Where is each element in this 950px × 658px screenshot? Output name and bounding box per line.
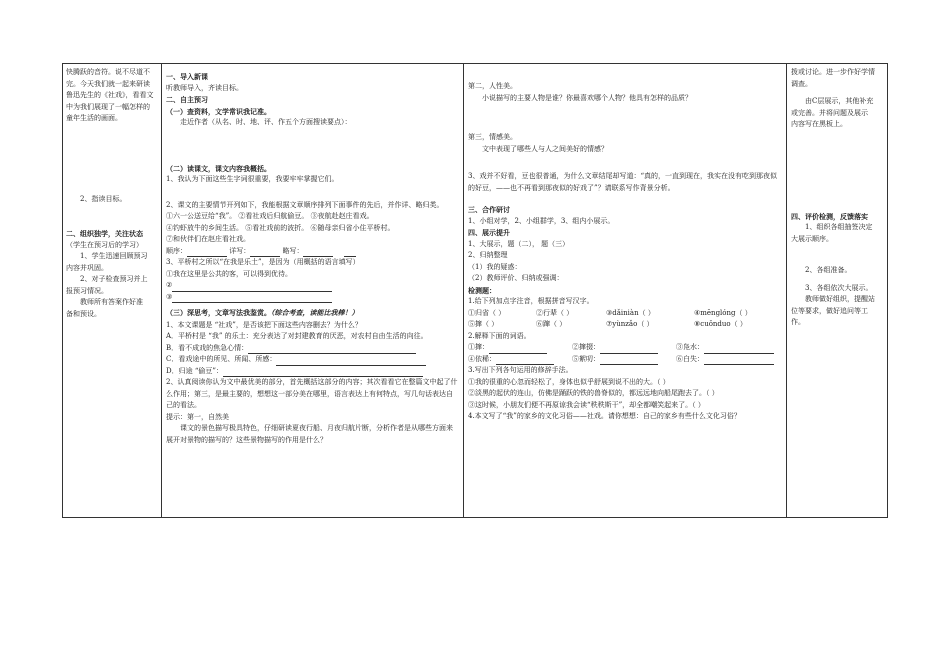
organize-item: 教师所有答案作好准 <box>80 298 143 306</box>
answer-line: ①我在这里是公共的客，可以得到优待。 <box>166 269 292 278</box>
pinyin-row: ①归省（ ） ②行辈（ ） ③dǎiniàn（ ） ④mēnglóng（ ） <box>468 308 752 317</box>
topic-heading: 第三，情感美。 <box>468 133 517 141</box>
column-student-learning-right <box>464 63 786 518</box>
organize-item: 2、对子检查预习并上 <box>80 275 148 283</box>
check-heading: 检测题： <box>468 285 496 295</box>
option-line: A．平桥村是 “我” 的乐土：充分表达了对封建教育的厌恶，对农村自由生活的向往。 <box>166 332 428 340</box>
brief-blank-2[interactable] <box>344 248 356 257</box>
organize-item: 备和预设。 <box>66 309 101 318</box>
option-line: D．归途 “偷豆”： <box>166 366 459 378</box>
answer-line: ② <box>166 280 459 292</box>
answer-blank[interactable] <box>172 283 332 292</box>
guide-line: 教师做好组织，提醒站 <box>805 295 875 303</box>
guide-line: 1、组织各组抽签决定 <box>805 223 873 231</box>
events-line: ⑦和伙伴们在赵庄看社戏。 <box>166 235 250 243</box>
guide-line: 位等要求，做好追问等工 <box>791 306 868 315</box>
organize-item: 1、学生迅速回顾预习 <box>80 252 148 260</box>
topic-question: 文中表现了哪些人与人之间美好的情感？ <box>482 144 608 153</box>
brief-blank[interactable] <box>303 248 333 257</box>
answer-blank[interactable] <box>172 294 332 303</box>
question-text: 3、平桥村之所以“在我是乐土”，是因为（用概括的语言填写） <box>166 258 360 266</box>
subsection-hint: （综合考查，读能比我棒！） <box>271 308 359 317</box>
guide-line: 2、各组准备。 <box>805 266 852 274</box>
answer-blank[interactable] <box>496 356 554 365</box>
answer-blank[interactable] <box>600 345 658 354</box>
pinyin-row: ⑤撺（ ） ⑥蹿（ ） ⑦yùnzǎo（ ） ⑧cuǒnduo（ ） <box>468 320 747 328</box>
brief-label: 略写： <box>282 246 304 255</box>
rhetoric-item: ②淡黑的起伏的连山，仿佛是踊跃的铁的兽脊似的，都远远地向船尾跑去了。（ ） <box>468 389 719 397</box>
column-teacher-guide-right <box>787 63 888 518</box>
question-text: 2、课文的主要情节开列如下，我能根据文章顺序排列下面事件的先后，并作详、略归类。 <box>166 200 444 209</box>
organize-item: 报预习情况。 <box>66 286 108 295</box>
section-heading-intro: 一、导入新课 <box>166 72 208 81</box>
guide-line: 大展示顺序。 <box>791 234 833 243</box>
answer-line: ③ <box>166 292 459 304</box>
section-text: 听教师导入，齐读目标。 <box>166 83 243 92</box>
subsection-heading: （三）深思考，文章写法我鉴赏。（综合考查，读能比我棒！） <box>166 308 359 317</box>
column-student-learning-left <box>162 63 463 518</box>
word-row: ①撺： ②撺掇： ③凫水： <box>468 342 782 354</box>
guide-line: 调查。 <box>791 79 812 88</box>
answer-blank[interactable] <box>600 356 658 365</box>
guide-line: 拨或讨论。进一步作好学情 <box>791 68 875 76</box>
section-text: 2、归纳整理 <box>468 251 508 259</box>
section-heading-self-study: 二、自主预习 <box>166 95 208 104</box>
events-line: ④钓虾放牛的乡间生活。 ⑤看社戏前的波折。 ⑥随母亲归省小住平桥村。 <box>166 223 395 232</box>
order-row <box>166 246 459 258</box>
order-blank[interactable] <box>187 248 227 257</box>
column-teacher-guide-left <box>62 63 161 518</box>
check-question: 2.解释下面的词语。 <box>468 331 531 340</box>
section-heading-cooperate: 三、合作研讨 <box>468 205 510 214</box>
organize-subheading: （学生在预习后的学习） <box>66 240 143 249</box>
check-question: 3.写出下列各句运用的修辞手法。 <box>468 366 573 374</box>
guide-line: 3、各组依次大展示。 <box>805 283 873 292</box>
guide-line: 由C层展示，其他补充 <box>805 97 874 105</box>
tip-text: 提示：第一，自然美 <box>166 412 229 421</box>
rhetoric-item: ③这时候，小朋友们便不再原谅我会读“秩秩斯干”，却全都嘲笑起来了。（ ） <box>468 400 705 409</box>
intro-line: 鲁迅先生的《社戏》，看看文 <box>66 91 154 99</box>
section-text: 1、大展示，题（二）， 题（三） <box>468 239 570 248</box>
order-label: 顺序： <box>166 246 187 255</box>
intro-line: 快腾跃的音符。说不尽道不 <box>66 68 150 76</box>
question-text: 1、本文课题是 “社戏”，是否该把下面这些内容删去？为什么？ <box>166 320 362 329</box>
subsection-heading: （二）读课文，课文内容我概括。 <box>166 163 271 173</box>
section-text: （2）教师评价、归纳或强调： <box>468 274 564 282</box>
organize-heading: 二、组织独学，关注状态 <box>66 229 143 238</box>
topic-question: 小说描写的主要人物是谁？你最喜欢哪个人物？他具有怎样的品质？ <box>482 93 692 102</box>
answer-blank[interactable] <box>704 345 774 354</box>
answer-blank[interactable] <box>248 345 416 354</box>
author-prompt: 走近作者（从名、时、地、评、作五个方面搜读要点）： <box>180 118 352 126</box>
question-text: 1、我认为下面这些生字词很重要，我要牢牢掌握它们。 <box>166 175 339 183</box>
option-line: B．看不成戏的焦急心情： <box>166 343 459 355</box>
section-text: 1、小组对学，2、小组群学，3、组内小展示。 <box>468 216 615 225</box>
guide-line: 或完善。并将问题及展示 <box>791 108 868 117</box>
evaluation-heading: 四、评价检测，反馈落实 <box>791 211 868 221</box>
detail-blank[interactable] <box>250 248 280 257</box>
option-line: C．看戏途中的所见、所闻、所感： <box>166 354 459 366</box>
section-heading-present: 四、展示提升 <box>468 228 510 237</box>
intro-line: 中为我们展现了一幅怎样的 <box>66 102 150 111</box>
detail-label: 详写： <box>229 246 251 255</box>
answer-blank[interactable] <box>276 357 426 366</box>
guide-line: 作。 <box>791 318 805 326</box>
events-line: ①六一公送豆给“我”。 ②看社戏后归航偷豆。 ③夜航赴赵庄看戏。 <box>166 212 374 220</box>
section-text: （1）我的疑惑： <box>468 262 522 271</box>
guide-line: 内容写在黑板上。 <box>791 120 847 128</box>
organize-item: 内容并巩固。 <box>66 263 108 272</box>
question-text: 2、认真阅读你认为文中最优美的部分，首先概括这部分的内容；其次看看它在整篇文中起了什么作用；第三，是最主要的，想想这一部分美在哪里，语言表达上有何特点，写几句话表达自己的看法。 <box>166 378 458 409</box>
question-text: 3、戏并不好看，豆也很普通，为什么文章结尾却写道：“真的，一直到现在，我实在没有吃到那夜似的好豆，——也不再看到那夜似的好戏了”？请联系写作背景分析。 <box>468 172 778 192</box>
word-row: ④依稀： ⑤絮叨： ⑥白失： <box>468 354 782 366</box>
intro-line: 完。今天我们就一起来研读 <box>66 79 150 88</box>
subsection-heading: （一）查资料，文学常识我记准。 <box>166 106 271 116</box>
answer-blank[interactable] <box>223 368 423 377</box>
check-question: 4.本文写了“我”的家乡的文化习俗——社戏。请你想想：自己的家乡有些什么文化习俗？ <box>468 412 741 420</box>
rhetoric-item: ①我的很重的心忽而轻松了，身体也似乎舒展到说不出的大。（ ） <box>468 377 670 386</box>
point-goal-text: 2、指读目标。 <box>80 194 127 203</box>
topic-heading: 第二，人性美。 <box>468 82 517 90</box>
intro-line: 童年生活的画面。 <box>66 114 122 122</box>
answer-blank[interactable] <box>489 345 547 354</box>
tip-detail: 课文的景色描写极具特色，仔细研读夏夜行船、月夜归航片断，分析作者是从哪些方面来展开对景物的描写的？这些景物描写的作用是什么？ <box>166 424 453 444</box>
answer-blank[interactable] <box>704 356 774 365</box>
check-question: 1.给下列加点字注音，根据拼音写汉字。 <box>468 297 594 305</box>
